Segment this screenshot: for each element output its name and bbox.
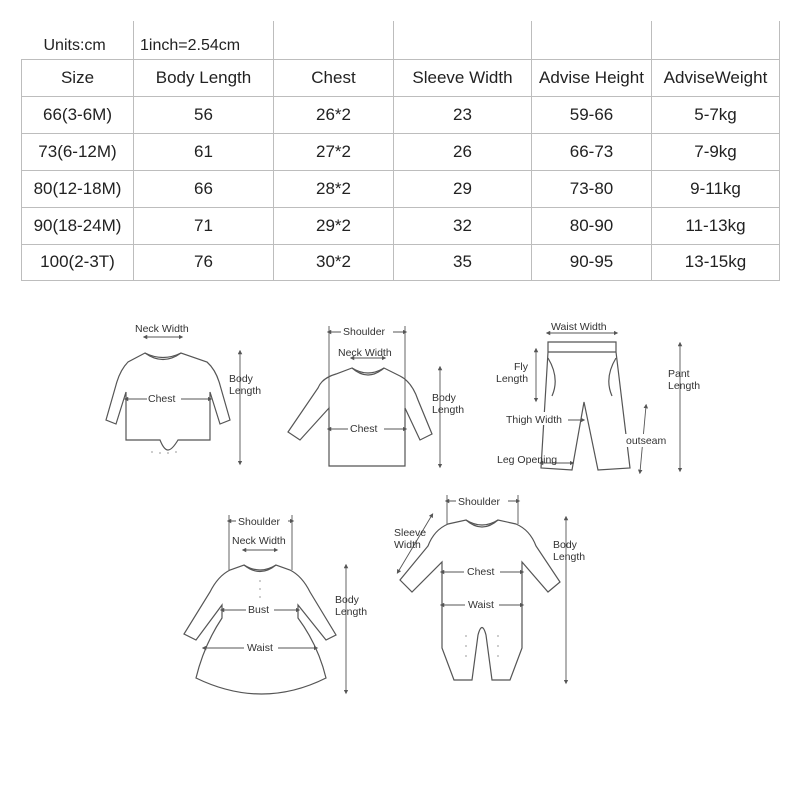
table-cell: 13-15kg: [652, 244, 780, 280]
label-length: Length: [229, 385, 262, 397]
header-cell: Advise Height: [532, 59, 652, 96]
table-cell: 66: [134, 170, 274, 207]
table-cell: 29*2: [274, 207, 394, 244]
label-neck-width: Neck Width: [135, 323, 189, 335]
label-shoulder: Shoulder: [343, 326, 386, 338]
pants-outline: [541, 342, 630, 470]
table-cell: 5-7kg: [652, 96, 780, 133]
label-body: Body: [553, 539, 577, 551]
table-row: [22, 207, 780, 244]
header-cell: AdviseWeight: [652, 59, 780, 96]
romper-diagram: [394, 494, 585, 682]
table-cell: 59-66: [532, 96, 652, 133]
table-cell: 56: [134, 96, 274, 133]
table-cell: 73(6-12M): [22, 133, 134, 170]
label-leg-opening: Leg Opening: [497, 454, 558, 466]
label-pant-length: Length: [668, 380, 701, 392]
pants-diagram: [496, 321, 700, 472]
header-cell: Size: [22, 59, 134, 96]
table-cell: 66(3-6M): [22, 96, 134, 133]
sweater-diagram: [288, 325, 464, 466]
table-cell: 80-90: [532, 207, 652, 244]
label-sleeve: Sleeve: [394, 527, 427, 539]
measurement-diagrams: [0, 300, 800, 800]
label-fly-length: Length: [496, 373, 529, 385]
dress-outline: [184, 565, 336, 694]
label-shoulder: Shoulder: [238, 516, 281, 528]
table-cell: 11-13kg: [652, 207, 780, 244]
bodysuit-diagram: [106, 323, 261, 463]
sweater-outline: [288, 368, 432, 466]
table-cell: 66-73: [532, 133, 652, 170]
label-length: Length: [432, 404, 465, 416]
label-waist-width: Waist Width: [551, 321, 607, 333]
label-waist: Waist: [468, 599, 494, 611]
label-length: Length: [553, 551, 586, 563]
sweater-collar: [352, 368, 384, 375]
table-row: [22, 96, 780, 133]
table-cell: 71: [134, 207, 274, 244]
romper-collar: [466, 520, 498, 527]
label-waist: Waist: [247, 642, 273, 654]
table-cell: 30*2: [274, 244, 394, 280]
table-cell: 9-11kg: [652, 170, 780, 207]
table-cell: 76: [134, 244, 274, 280]
table-row: [22, 244, 780, 280]
header-cell: Chest: [274, 59, 394, 96]
label-neck-width: Neck Width: [232, 535, 286, 547]
table-cell: 35: [394, 244, 532, 280]
table-cell: 28*2: [274, 170, 394, 207]
label-pant: Pant: [668, 368, 690, 380]
table-cell: 32: [394, 207, 532, 244]
header-cell: Sleeve Width: [394, 59, 532, 96]
label-bust: Bust: [248, 604, 270, 616]
units-row: [22, 21, 780, 59]
table-cell: 90-95: [532, 244, 652, 280]
romper-snaps: [466, 636, 498, 656]
table-cell: 73-80: [532, 170, 652, 207]
header-cell: Body Length: [134, 59, 274, 96]
label-body: Body: [335, 594, 359, 606]
label-shoulder: Shoulder: [458, 496, 501, 508]
bodysuit-collar: [145, 353, 181, 360]
table-row: [22, 170, 780, 207]
label-body: Body: [229, 373, 253, 385]
label-chest: Chest: [350, 423, 378, 435]
dress-diagram: [184, 514, 367, 694]
label-outseam: outseam: [626, 435, 667, 447]
label-neck-width: Neck Width: [338, 347, 392, 359]
table-cell: 90(18-24M): [22, 207, 134, 244]
bodysuit-snaps: [152, 452, 176, 453]
label-length: Length: [335, 606, 368, 618]
pants-pocket: [548, 358, 616, 396]
table-cell: 80(12-18M): [22, 170, 134, 207]
size-chart-table: [21, 21, 780, 281]
label-chest: Chest: [467, 566, 495, 578]
units-label: Units:cm: [22, 21, 134, 59]
label-thigh-width: Thigh Width: [506, 414, 563, 426]
label-chest: Chest: [148, 393, 176, 405]
table-cell: 100(2-3T): [22, 244, 134, 280]
label-fly: Fly: [514, 361, 528, 373]
table-cell: 26: [394, 133, 532, 170]
table-cell: 26*2: [274, 96, 394, 133]
label-sleeve-width: Width: [394, 539, 421, 551]
header-row: [22, 59, 780, 96]
label-body: Body: [432, 392, 456, 404]
table-row: [22, 133, 780, 170]
units-conversion: 1inch=2.54cm: [134, 21, 274, 59]
table-cell: 29: [394, 170, 532, 207]
table-cell: 61: [134, 133, 274, 170]
table-cell: 23: [394, 96, 532, 133]
table-cell: 27*2: [274, 133, 394, 170]
table-cell: 7-9kg: [652, 133, 780, 170]
